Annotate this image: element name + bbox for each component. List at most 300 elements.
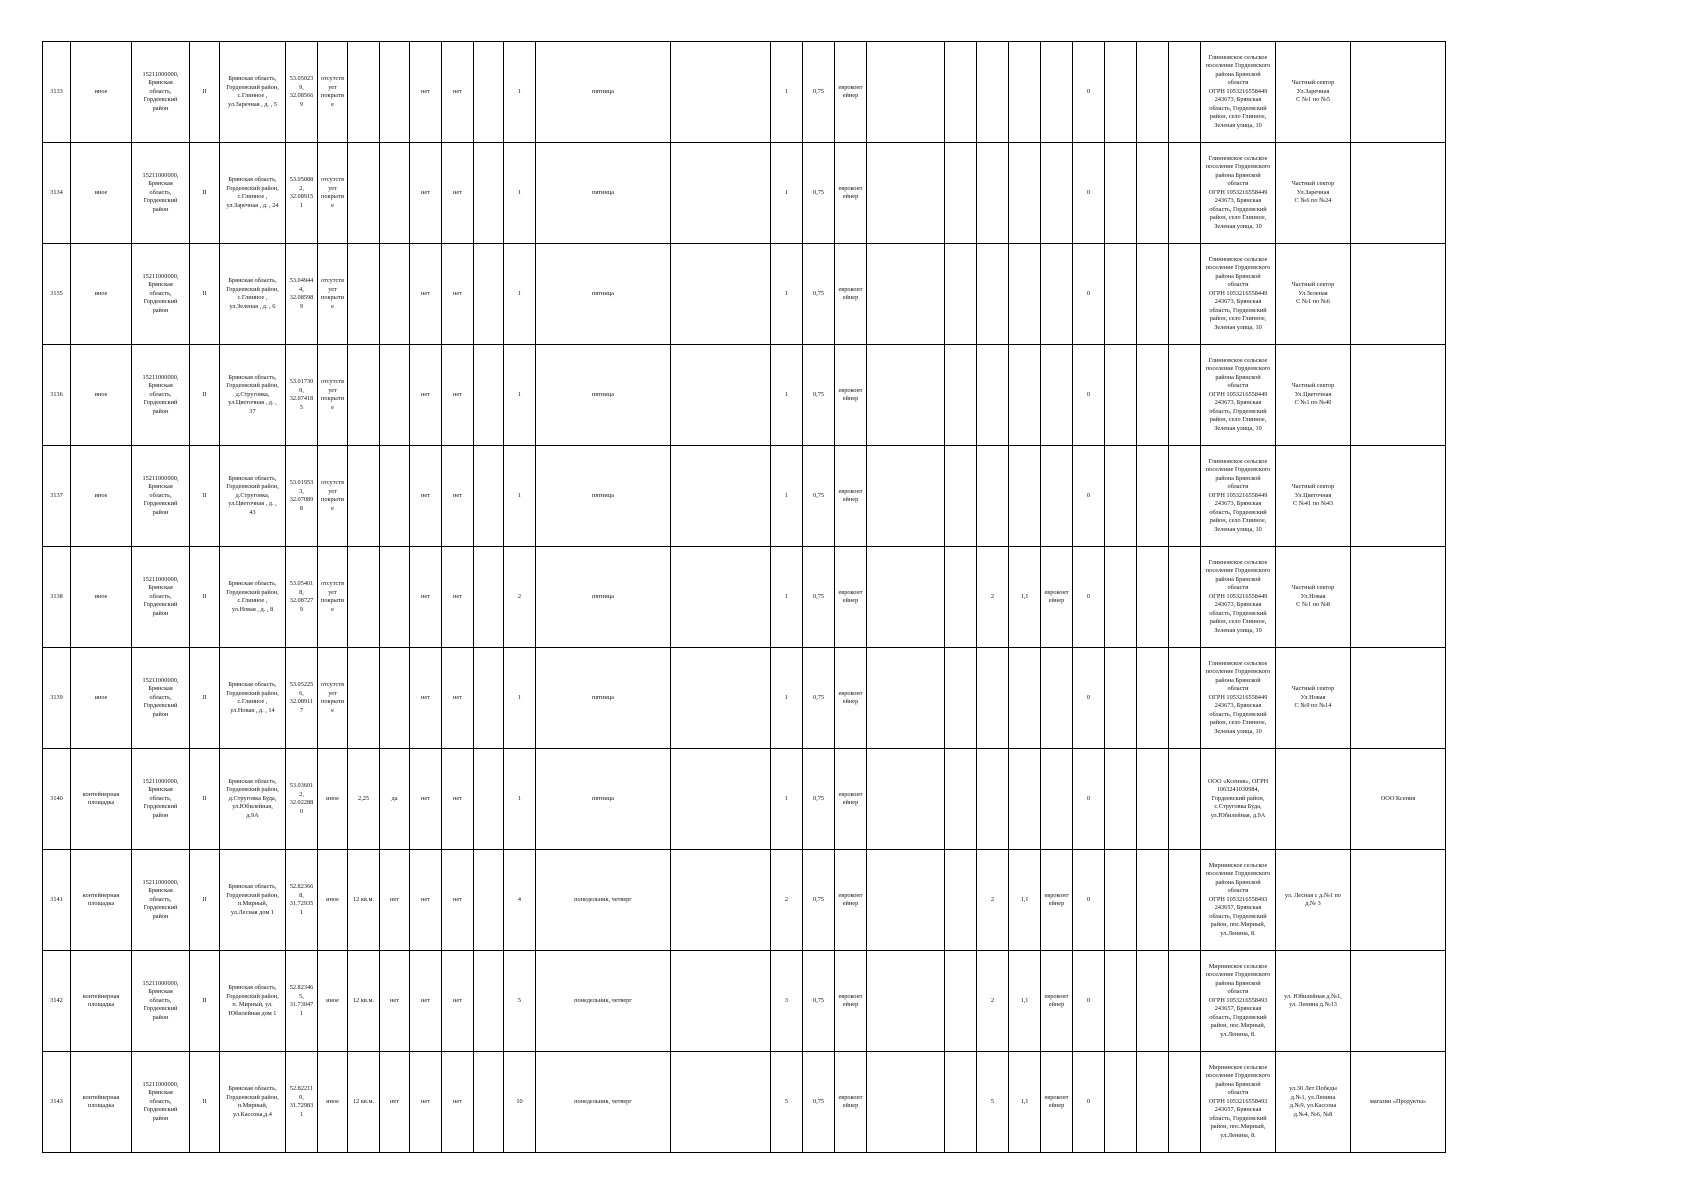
table-row bbox=[43, 143, 1446, 244]
cell-c21 bbox=[1009, 648, 1041, 749]
note-cell bbox=[1351, 850, 1446, 951]
cell-c10: нет bbox=[442, 951, 474, 1052]
cell-c23: 0 bbox=[1073, 1052, 1105, 1153]
fence-cell bbox=[380, 345, 410, 446]
cell-c24 bbox=[1105, 648, 1137, 749]
collection-days-cell: пятница bbox=[536, 42, 671, 143]
fence-cell bbox=[380, 143, 410, 244]
cell-c22 bbox=[1041, 345, 1073, 446]
cell-c14 bbox=[671, 648, 771, 749]
cell-c22 bbox=[1041, 749, 1073, 850]
address-cell: Брянская область, Гордеевский район, д.Струговка, ул.Цветочная , д. , 43 bbox=[220, 446, 286, 547]
collection-days-cell: пятница bbox=[536, 749, 671, 850]
coordinates-cell: 53.03601 2, 32.02288 0 bbox=[286, 749, 318, 850]
table-row bbox=[43, 648, 1446, 749]
oktmo-cell: 15211000000, Брянская область, Гордеевский район bbox=[132, 648, 190, 749]
owner-cell: Мирнинское сельское поселение Гордеевского района Брянской области ОГРН 1053216558493 243657, Брянская область, Гордеевский район, пос.Мирный, ул.Ленина, 8. bbox=[1201, 951, 1276, 1052]
table-row bbox=[43, 1052, 1446, 1153]
cell-c10: нет bbox=[442, 143, 474, 244]
waste-source-cell: Частный сектор Ул.Новая С №9 по №14 bbox=[1276, 648, 1351, 749]
surface-cell: отсутств ует покрыти е bbox=[318, 143, 348, 244]
waste-source-cell: Частный сектор Ул.Цветочная С №41 по №43 bbox=[1276, 446, 1351, 547]
area-cell bbox=[348, 244, 380, 345]
site-type: иное bbox=[71, 547, 132, 648]
row-number: 3134 bbox=[43, 143, 71, 244]
oktmo-cell: 15211000000, Брянская область, Гордеевский район bbox=[132, 749, 190, 850]
cell-c18 bbox=[867, 143, 945, 244]
cell-c9: нет bbox=[410, 446, 442, 547]
container-type-cell: евроконт ейнер bbox=[835, 850, 867, 951]
cell-c22 bbox=[1041, 648, 1073, 749]
note-cell bbox=[1351, 446, 1446, 547]
table-row bbox=[43, 42, 1446, 143]
waste-source-cell: Частный сектор Ул.Заречная С №1 по №5 bbox=[1276, 42, 1351, 143]
row-number: 3139 bbox=[43, 648, 71, 749]
cell-c20: 2 bbox=[977, 547, 1009, 648]
cell-c20: 2 bbox=[977, 850, 1009, 951]
cell-c11 bbox=[474, 1052, 504, 1153]
cell-c21 bbox=[1009, 446, 1041, 547]
cell-c23: 0 bbox=[1073, 446, 1105, 547]
cell-c15: 1 bbox=[771, 244, 803, 345]
cell-c11 bbox=[474, 446, 504, 547]
note-cell bbox=[1351, 648, 1446, 749]
container-volume-cell: 0,75 bbox=[803, 345, 835, 446]
cell-c9: нет bbox=[410, 749, 442, 850]
container-volume-cell: 0,75 bbox=[803, 143, 835, 244]
waste-source-cell: Частный сектор Ул.Цветочная С №1 по №40 bbox=[1276, 345, 1351, 446]
cell-c22 bbox=[1041, 42, 1073, 143]
cell-c19 bbox=[945, 749, 977, 850]
fence-cell bbox=[380, 244, 410, 345]
cell-c27 bbox=[1169, 42, 1201, 143]
area-cell: 12 кв.м. bbox=[348, 850, 380, 951]
cell-c23: 0 bbox=[1073, 345, 1105, 446]
cell-c12: 1 bbox=[504, 143, 536, 244]
cell-c22 bbox=[1041, 446, 1073, 547]
row-number: 3137 bbox=[43, 446, 71, 547]
container-volume-cell: 0,75 bbox=[803, 244, 835, 345]
area-cell: 12 кв.м. bbox=[348, 1052, 380, 1153]
cell-c19 bbox=[945, 143, 977, 244]
waste-source-cell: ул. Лесная с д.№1 по д.№ 3 bbox=[1276, 850, 1351, 951]
coordinates-cell: 52.82366 8, 31.72935 1 bbox=[286, 850, 318, 951]
cell-c26 bbox=[1137, 244, 1169, 345]
cell-c21: 1,1 bbox=[1009, 951, 1041, 1052]
cell-c21 bbox=[1009, 244, 1041, 345]
cell-c14 bbox=[671, 345, 771, 446]
surface-cell: отсутств ует покрыти е bbox=[318, 244, 348, 345]
coordinates-cell: 53.01953 3, 32.07089 8 bbox=[286, 446, 318, 547]
row-number: 3133 bbox=[43, 42, 71, 143]
cell-c24 bbox=[1105, 1052, 1137, 1153]
owner-cell: Глинновское сельское поселение Гордеевского района Брянской области ОГРН 1053216558449 243673, Брянская область, Гордеевский район, село Глинное, Зеленая улица, 10 bbox=[1201, 143, 1276, 244]
cell-c20 bbox=[977, 244, 1009, 345]
class-cell: II bbox=[190, 1052, 220, 1153]
surface-cell: отсутств ует покрыти е bbox=[318, 446, 348, 547]
cell-c12: 4 bbox=[504, 850, 536, 951]
address-cell: Брянская область, Гордеевский район, с.Глинное , ул.Новая , д. , 14 bbox=[220, 648, 286, 749]
cell-c26 bbox=[1137, 446, 1169, 547]
cell-c18 bbox=[867, 42, 945, 143]
collection-days-cell: пятница bbox=[536, 345, 671, 446]
oktmo-cell: 15211000000, Брянская область, Гордеевский район bbox=[132, 244, 190, 345]
owner-cell: Глинновское сельское поселение Гордеевского района Брянской области ОГРН 1053216558449 243673, Брянская область, Гордеевский район, село Глинное, Зеленая улица, 10 bbox=[1201, 648, 1276, 749]
cell-c14 bbox=[671, 244, 771, 345]
cell-c26 bbox=[1137, 850, 1169, 951]
oktmo-cell: 15211000000, Брянская область, Гордеевский район bbox=[132, 850, 190, 951]
cell-c15: 2 bbox=[771, 850, 803, 951]
site-type: контейнерная площадка bbox=[71, 951, 132, 1052]
coordinates-cell: 52.82346 5, 31.73047 1 bbox=[286, 951, 318, 1052]
fence-cell: да bbox=[380, 749, 410, 850]
area-cell: 2,25 bbox=[348, 749, 380, 850]
area-cell bbox=[348, 446, 380, 547]
cell-c19 bbox=[945, 648, 977, 749]
container-volume-cell: 0,75 bbox=[803, 951, 835, 1052]
site-type: иное bbox=[71, 42, 132, 143]
cell-c14 bbox=[671, 1052, 771, 1153]
cell-c19 bbox=[945, 345, 977, 446]
cell-c18 bbox=[867, 244, 945, 345]
cell-c9: нет bbox=[410, 850, 442, 951]
cell-c15: 1 bbox=[771, 446, 803, 547]
cell-c21: 1,1 bbox=[1009, 547, 1041, 648]
cell-c21 bbox=[1009, 345, 1041, 446]
cell-c10: нет bbox=[442, 850, 474, 951]
site-type: контейнерная площадка bbox=[71, 749, 132, 850]
cell-c27 bbox=[1169, 648, 1201, 749]
class-cell: II bbox=[190, 143, 220, 244]
owner-cell: Глинновское сельское поселение Гордеевского района Брянской области ОГРН 1053216558449 243673, Брянская область, Гордеевский район, село Глинное, Зеленая улица, 10 bbox=[1201, 446, 1276, 547]
class-cell: II bbox=[190, 951, 220, 1052]
waste-source-cell bbox=[1276, 749, 1351, 850]
cell-c15: 5 bbox=[771, 1052, 803, 1153]
cell-c12: 1 bbox=[504, 648, 536, 749]
cell-c15: 1 bbox=[771, 42, 803, 143]
surface-cell: иное bbox=[318, 749, 348, 850]
cell-c26 bbox=[1137, 42, 1169, 143]
cell-c14 bbox=[671, 850, 771, 951]
collection-days-cell: понедельник, четверг bbox=[536, 850, 671, 951]
fence-cell bbox=[380, 42, 410, 143]
cell-c10: нет bbox=[442, 648, 474, 749]
class-cell: II bbox=[190, 749, 220, 850]
cell-c24 bbox=[1105, 951, 1137, 1052]
note-cell: ООО Ксения bbox=[1351, 749, 1446, 850]
owner-cell: ООО «Ксения», ОГРН 1063241030984, Гордеевский район, с.Струговка Буда, ул.Юбилейная, д.9А bbox=[1201, 749, 1276, 850]
cell-c20: 5 bbox=[977, 1052, 1009, 1153]
site-type: контейнерная площадка bbox=[71, 850, 132, 951]
class-cell: II bbox=[190, 244, 220, 345]
site-type: контейнерная площадка bbox=[71, 1052, 132, 1153]
cell-c19 bbox=[945, 547, 977, 648]
cell-c18 bbox=[867, 648, 945, 749]
cell-c15: 1 bbox=[771, 749, 803, 850]
cell-c23: 0 bbox=[1073, 951, 1105, 1052]
coordinates-cell: 53.05401 8, 32.08727 9 bbox=[286, 547, 318, 648]
cell-c12: 2 bbox=[504, 547, 536, 648]
site-type: иное bbox=[71, 345, 132, 446]
cell-c9: нет bbox=[410, 143, 442, 244]
cell-c19 bbox=[945, 1052, 977, 1153]
cell-c9: нет bbox=[410, 547, 442, 648]
waste-source-cell: ул. Юбилейная д.№1, ул. Ленина д.№13 bbox=[1276, 951, 1351, 1052]
collection-days-cell: пятница bbox=[536, 648, 671, 749]
cell-c22: евроконт ейнер bbox=[1041, 951, 1073, 1052]
cell-c24 bbox=[1105, 850, 1137, 951]
coordinates-cell: 53.05225 6, 32.08911 7 bbox=[286, 648, 318, 749]
surface-cell: отсутств ует покрыти е bbox=[318, 648, 348, 749]
cell-c22 bbox=[1041, 244, 1073, 345]
cell-c19 bbox=[945, 951, 977, 1052]
cell-c14 bbox=[671, 42, 771, 143]
cell-c24 bbox=[1105, 244, 1137, 345]
cell-c9: нет bbox=[410, 345, 442, 446]
coordinates-cell: 53.05023 9, 32.08566 9 bbox=[286, 42, 318, 143]
waste-source-cell: ул.30 Лет Победы д.№1, ул.Ленина д.№9, ул.Кассона д.№4, №6, №8 bbox=[1276, 1052, 1351, 1153]
table-row bbox=[43, 446, 1446, 547]
container-volume-cell: 0,75 bbox=[803, 42, 835, 143]
class-cell: II bbox=[190, 42, 220, 143]
cell-c21: 1,1 bbox=[1009, 850, 1041, 951]
cell-c19 bbox=[945, 446, 977, 547]
cell-c23: 0 bbox=[1073, 42, 1105, 143]
cell-c9: нет bbox=[410, 244, 442, 345]
cell-c26 bbox=[1137, 345, 1169, 446]
cell-c26 bbox=[1137, 749, 1169, 850]
cell-c23: 0 bbox=[1073, 648, 1105, 749]
container-type-cell: евроконт ейнер bbox=[835, 749, 867, 850]
class-cell: II bbox=[190, 648, 220, 749]
container-type-cell: евроконт ейнер bbox=[835, 547, 867, 648]
cell-c11 bbox=[474, 143, 504, 244]
note-cell: магазин «Продукты» bbox=[1351, 1052, 1446, 1153]
container-type-cell: евроконт ейнер bbox=[835, 345, 867, 446]
cell-c12: 10 bbox=[504, 1052, 536, 1153]
cell-c23: 0 bbox=[1073, 143, 1105, 244]
cell-c24 bbox=[1105, 345, 1137, 446]
table-row bbox=[43, 749, 1446, 850]
site-type: иное bbox=[71, 244, 132, 345]
cell-c18 bbox=[867, 749, 945, 850]
cell-c20 bbox=[977, 42, 1009, 143]
address-cell: Брянская область, Гордеевский район, с.Глинное , ул.Зеленая , д. , 6 bbox=[220, 244, 286, 345]
cell-c10: нет bbox=[442, 42, 474, 143]
cell-c20 bbox=[977, 143, 1009, 244]
cell-c21 bbox=[1009, 143, 1041, 244]
note-cell bbox=[1351, 244, 1446, 345]
cell-c23: 0 bbox=[1073, 547, 1105, 648]
area-cell bbox=[348, 345, 380, 446]
address-cell: Брянская область, Гордеевский район, с.Глинное , ул.Заречная , д. , 5 bbox=[220, 42, 286, 143]
cell-c18 bbox=[867, 446, 945, 547]
cell-c14 bbox=[671, 143, 771, 244]
cell-c9: нет bbox=[410, 951, 442, 1052]
owner-cell: Глинновское сельское поселение Гордеевского района Брянской области ОГРН 1053216558449 243673, Брянская область, Гордеевский район, село Глинное, Зеленая улица, 10 bbox=[1201, 345, 1276, 446]
area-cell: 12 кв.м. bbox=[348, 951, 380, 1052]
cell-c27 bbox=[1169, 749, 1201, 850]
note-cell bbox=[1351, 951, 1446, 1052]
cell-c20: 2 bbox=[977, 951, 1009, 1052]
cell-c12: 1 bbox=[504, 749, 536, 850]
class-cell: II bbox=[190, 446, 220, 547]
fence-cell bbox=[380, 648, 410, 749]
surface-cell: отсутств ует покрыти е bbox=[318, 345, 348, 446]
area-cell bbox=[348, 42, 380, 143]
cell-c10: нет bbox=[442, 749, 474, 850]
table-row bbox=[43, 345, 1446, 446]
cell-c10: нет bbox=[442, 345, 474, 446]
area-cell bbox=[348, 143, 380, 244]
cell-c22 bbox=[1041, 143, 1073, 244]
cell-c27 bbox=[1169, 850, 1201, 951]
cell-c20 bbox=[977, 345, 1009, 446]
container-type-cell: евроконт ейнер bbox=[835, 42, 867, 143]
row-number: 3143 bbox=[43, 1052, 71, 1153]
fence-cell: нет bbox=[380, 1052, 410, 1153]
cell-c11 bbox=[474, 850, 504, 951]
cell-c26 bbox=[1137, 1052, 1169, 1153]
cell-c18 bbox=[867, 1052, 945, 1153]
cell-c26 bbox=[1137, 951, 1169, 1052]
cell-c14 bbox=[671, 547, 771, 648]
waste-source-cell: Частный сектор Ул.Заречная С №6 по №24 bbox=[1276, 143, 1351, 244]
owner-cell: Глинновское сельское поселение Гордеевского района Брянской области ОГРН 1053216558449 243673, Брянская область, Гордеевский район, село Глинное, Зеленая улица, 10 bbox=[1201, 42, 1276, 143]
cell-c12: 1 bbox=[504, 42, 536, 143]
cell-c18 bbox=[867, 850, 945, 951]
collection-days-cell: понедельник, четверг bbox=[536, 951, 671, 1052]
coordinates-cell: 53.01730 0, 32.07418 5 bbox=[286, 345, 318, 446]
cell-c21: 1,1 bbox=[1009, 1052, 1041, 1153]
oktmo-cell: 15211000000, Брянская область, Гордеевский район bbox=[132, 1052, 190, 1153]
cell-c19 bbox=[945, 850, 977, 951]
cell-c27 bbox=[1169, 446, 1201, 547]
oktmo-cell: 15211000000, Брянская область, Гордеевский район bbox=[132, 547, 190, 648]
table-row bbox=[43, 951, 1446, 1052]
fence-cell bbox=[380, 446, 410, 547]
address-cell: Брянская область, Гордеевский район, д.Струговка, ул.Цветочная , д. , 37 bbox=[220, 345, 286, 446]
cell-c15: 3 bbox=[771, 951, 803, 1052]
site-type: иное bbox=[71, 648, 132, 749]
oktmo-cell: 15211000000, Брянская область, Гордеевский район bbox=[132, 143, 190, 244]
note-cell bbox=[1351, 345, 1446, 446]
cell-c26 bbox=[1137, 143, 1169, 244]
register-rows bbox=[43, 42, 1446, 1153]
cell-c11 bbox=[474, 42, 504, 143]
row-number: 3135 bbox=[43, 244, 71, 345]
row-number: 3140 bbox=[43, 749, 71, 850]
cell-c21 bbox=[1009, 749, 1041, 850]
cell-c15: 1 bbox=[771, 345, 803, 446]
oktmo-cell: 15211000000, Брянская область, Гордеевский район bbox=[132, 345, 190, 446]
cell-c21 bbox=[1009, 42, 1041, 143]
fence-cell: нет bbox=[380, 850, 410, 951]
container-type-cell: евроконт ейнер bbox=[835, 143, 867, 244]
cell-c18 bbox=[867, 345, 945, 446]
cell-c24 bbox=[1105, 42, 1137, 143]
note-cell bbox=[1351, 143, 1446, 244]
cell-c27 bbox=[1169, 345, 1201, 446]
cell-c9: нет bbox=[410, 42, 442, 143]
area-cell bbox=[348, 648, 380, 749]
container-volume-cell: 0,75 bbox=[803, 1052, 835, 1153]
cell-c15: 1 bbox=[771, 648, 803, 749]
cell-c11 bbox=[474, 749, 504, 850]
container-type-cell: евроконт ейнер bbox=[835, 951, 867, 1052]
cell-c18 bbox=[867, 951, 945, 1052]
class-cell: II bbox=[190, 850, 220, 951]
cell-c23: 0 bbox=[1073, 244, 1105, 345]
cell-c12: 1 bbox=[504, 446, 536, 547]
owner-cell: Мирнинское сельское поселение Гордеевского района Брянской области ОГРН 1053216558493 243657, Брянская область, Гордеевский район, пос.Мирный, ул.Ленина, 8. bbox=[1201, 1052, 1276, 1153]
cell-c10: нет bbox=[442, 446, 474, 547]
cell-c22: евроконт ейнер bbox=[1041, 547, 1073, 648]
cell-c14 bbox=[671, 951, 771, 1052]
oktmo-cell: 15211000000, Брянская область, Гордеевский район bbox=[132, 446, 190, 547]
cell-c23: 0 bbox=[1073, 850, 1105, 951]
surface-cell: иное bbox=[318, 951, 348, 1052]
container-type-cell: евроконт ейнер bbox=[835, 1052, 867, 1153]
waste-source-cell: Частный сектор Ул.Зеленая С №1 по №6 bbox=[1276, 244, 1351, 345]
cell-c12: 5 bbox=[504, 951, 536, 1052]
table-row bbox=[43, 547, 1446, 648]
cell-c10: нет bbox=[442, 1052, 474, 1153]
cell-c20 bbox=[977, 749, 1009, 850]
cell-c26 bbox=[1137, 547, 1169, 648]
coordinates-cell: 53.05088 2, 32.08915 1 bbox=[286, 143, 318, 244]
cell-c22: евроконт ейнер bbox=[1041, 1052, 1073, 1153]
surface-cell: иное bbox=[318, 1052, 348, 1153]
address-cell: Брянская область, Гордеевский район, с.Глинное , ул.Новая , д. , 8 bbox=[220, 547, 286, 648]
owner-cell: Глинновское сельское поселение Гордеевского района Брянской области ОГРН 1053216558449 243673, Брянская область, Гордеевский район, село Глинное, Зеленая улица, 10 bbox=[1201, 547, 1276, 648]
cell-c10: нет bbox=[442, 244, 474, 345]
address-cell: Брянская область, Гордеевский район, с.Глинное , ул.Заречная , д. , 24 bbox=[220, 143, 286, 244]
address-cell: Брянская область, Гордеевский район, п.Мирный, ул.Лесная дом 1 bbox=[220, 850, 286, 951]
container-volume-cell: 0,75 bbox=[803, 648, 835, 749]
cell-c15: 1 bbox=[771, 547, 803, 648]
class-cell: II bbox=[190, 345, 220, 446]
address-cell: Брянская область, Гордеевский район, п.Мирный, ул.Кассона,д.4 bbox=[220, 1052, 286, 1153]
row-number: 3141 bbox=[43, 850, 71, 951]
collection-days-cell: пятница bbox=[536, 446, 671, 547]
cell-c24 bbox=[1105, 749, 1137, 850]
cell-c20 bbox=[977, 446, 1009, 547]
site-type: иное bbox=[71, 446, 132, 547]
cell-c11 bbox=[474, 648, 504, 749]
cell-c14 bbox=[671, 749, 771, 850]
waste-sites-register-table bbox=[42, 41, 1446, 1153]
row-number: 3138 bbox=[43, 547, 71, 648]
cell-c26 bbox=[1137, 648, 1169, 749]
container-volume-cell: 0,75 bbox=[803, 547, 835, 648]
surface-cell: отсутств ует покрыти е bbox=[318, 547, 348, 648]
coordinates-cell: 52.82211 0, 31.72983 1 bbox=[286, 1052, 318, 1153]
area-cell bbox=[348, 547, 380, 648]
waste-source-cell: Частный сектор Ул.Новая С №1 по №8 bbox=[1276, 547, 1351, 648]
site-type: иное bbox=[71, 143, 132, 244]
cell-c23: 0 bbox=[1073, 749, 1105, 850]
cell-c12: 1 bbox=[504, 345, 536, 446]
cell-c11 bbox=[474, 345, 504, 446]
cell-c14 bbox=[671, 446, 771, 547]
cell-c12: 1 bbox=[504, 244, 536, 345]
cell-c11 bbox=[474, 951, 504, 1052]
collection-days-cell: пятница bbox=[536, 143, 671, 244]
oktmo-cell: 15211000000, Брянская область, Гордеевский район bbox=[132, 951, 190, 1052]
cell-c24 bbox=[1105, 446, 1137, 547]
row-number: 3142 bbox=[43, 951, 71, 1052]
